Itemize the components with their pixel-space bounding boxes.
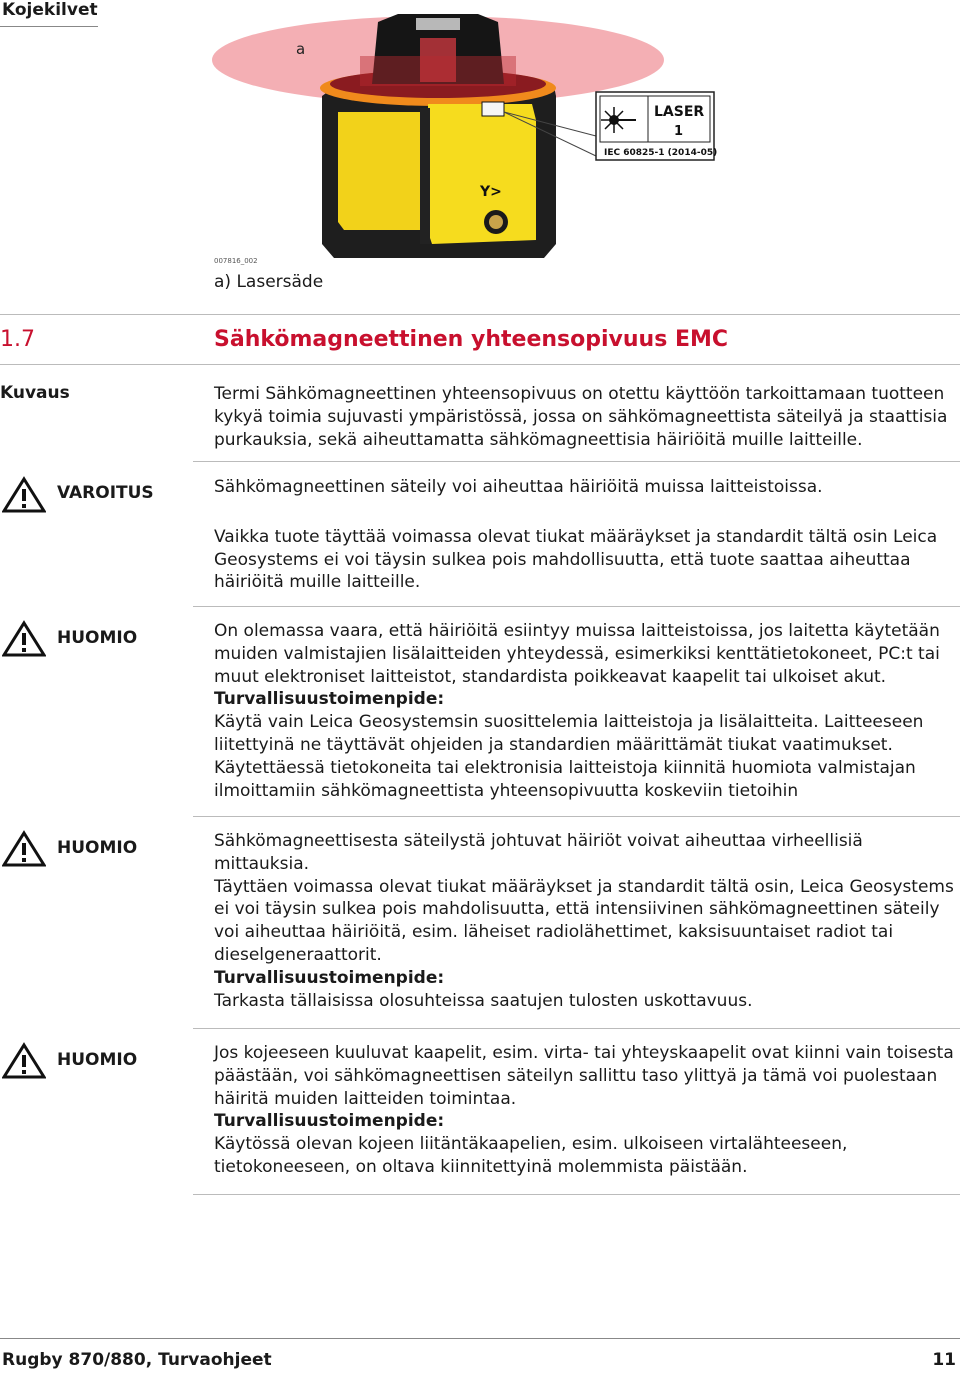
svg-text:LASER: LASER — [654, 104, 705, 120]
beam-label: a — [296, 40, 306, 58]
rotor-top — [416, 18, 460, 30]
notice-rule-3 — [193, 1194, 960, 1195]
description-label: Kuvaus — [0, 383, 70, 403]
notice-label-2: HUOMIO — [57, 838, 138, 858]
beam-overlay — [360, 56, 516, 86]
notice-text-1: On olemassa vaara, että häiriöitä esiintyy muissa laitteistoissa, jos laitetta käytetään muiden valmistajien lisälaitteiden yhteydessä, esimerkiksi kenttätietokoneet, PC:t tai muut elektroniset laitteistot, standardista poikkeavat kaapelit tai ulkoiset akut. Turvallisuustoimenpide: Käytä vain Leica Geosystemsin suosittelemia laitteistoja ja lisälaitteita. Laitteeseen liitettyinä ne täyttävät ohjeiden ja standardien määrittämät tiukat vaatimukset. Käytettäessä tietokoneita tai elektronisia laitteistoja kiinnitä huomiota valmistajan ilmoittamiin sähkömagneettista yhteensopivuutta koskeviin tietoihin — [214, 621, 940, 801]
caution-triangle-icon — [2, 1042, 46, 1080]
panel-divider — [420, 108, 430, 244]
section-rule-bottom — [0, 364, 960, 365]
section-title: Sähkömagneettinen yhteensopivuus EMC — [214, 327, 729, 352]
svg-text:IEC 60825-1 (2014-05): IEC 60825-1 (2014-05) — [604, 148, 718, 158]
warning-text: Sähkömagneettinen säteily voi aiheuttaa häiriöitä muissa laitteistoissa. Vaikka tuote täyttää voimassa olevat tiukat määräykset ja standardit tältä osin Leica Geosystems ei voi täysin sulkea pois mahdollisuutta, että tuote saattaa aiheuttaa häiriöitä muille laitteille. — [214, 477, 938, 593]
warning-rule — [193, 606, 960, 607]
laser-device-illustration — [210, 8, 730, 264]
header-rule — [0, 26, 98, 27]
yellow-panel-right — [428, 104, 536, 244]
description-text: Termi Sähkömagneettinen yhteensopivuus on otettu käyttöön tarkoittamaan tuotteen kykyä toimia sujuvasti ympäristössä, jossa on sähkömagneettista säteilyä ja staattisia purkauksia, sekä aiheuttamatta sähkömagneettisia häiriöitä muille laitteille. — [214, 384, 948, 450]
laser-class-label — [596, 92, 717, 160]
warning-label: VAROITUS — [57, 483, 154, 503]
footer-title: Rugby 870/880, Turvaohjeet — [2, 1350, 272, 1370]
yellow-panel-left — [338, 112, 420, 230]
caution-triangle-icon — [2, 620, 46, 658]
notice-label-1: HUOMIO — [57, 628, 138, 648]
warning-triangle-icon — [2, 476, 46, 514]
notice-text-2: Sähkömagneettisesta säteilystä johtuvat häiriöt voivat aiheuttaa virheellisiä mittauksia. Täyttäen voimassa olevat tiukat määräykset ja standardit tältä osin, Leica Geosystems ei voi täysin sulkea pois mahdolisuutta, että intensiivinen sähkömagneettinen säteily voi aiheuttaa häiriöitä, esim. läheiset radiolähettimet, kaksisuuntaiset radiot tai dieselgeneraattorit. Turvallisuustoimenpide: Tarkasta tällaisissa olosuhteissa saatujen tulosten uskottavuus. — [214, 831, 954, 1011]
figure-code: 007816_002 — [214, 257, 258, 265]
description-rule — [193, 461, 960, 462]
caution-triangle-icon — [2, 830, 46, 868]
footer-rule — [0, 1338, 960, 1339]
notice-label-3: HUOMIO — [57, 1050, 138, 1070]
svg-text:1: 1 — [674, 124, 684, 139]
connector-brass — [489, 215, 503, 229]
notice-text-3: Jos kojeeseen kuuluvat kaapelit, esim. virta- tai yhteyskaapelit ovat kiinni vain toisesta päästään, voi sähkömagneettisen säteilyn sallittu taso ylittyä ja tämä voi puolestaan häiritä muiden laitteiden toimintaa. Turvallisuustoimenpide: Käytössä olevan kojeen liitäntäkaapelien, esim. ulkoiseen virtalähteeseen, tietokoneeseen, on oltava kiinnitettyinä molemmista päistään. — [214, 1043, 954, 1177]
figure-caption: a) Lasersäde — [214, 272, 324, 292]
section-rule-top — [0, 314, 960, 315]
notice-rule-2 — [193, 1028, 960, 1029]
section-number: 1.7 — [0, 327, 35, 352]
device-sticker — [482, 102, 504, 116]
notice-rule-1 — [193, 816, 960, 817]
chapter-header: Kojekilvet — [2, 0, 98, 20]
page-number: 11 — [932, 1350, 956, 1370]
device-figure — [210, 8, 730, 264]
device-mark: Y> — [480, 184, 502, 200]
